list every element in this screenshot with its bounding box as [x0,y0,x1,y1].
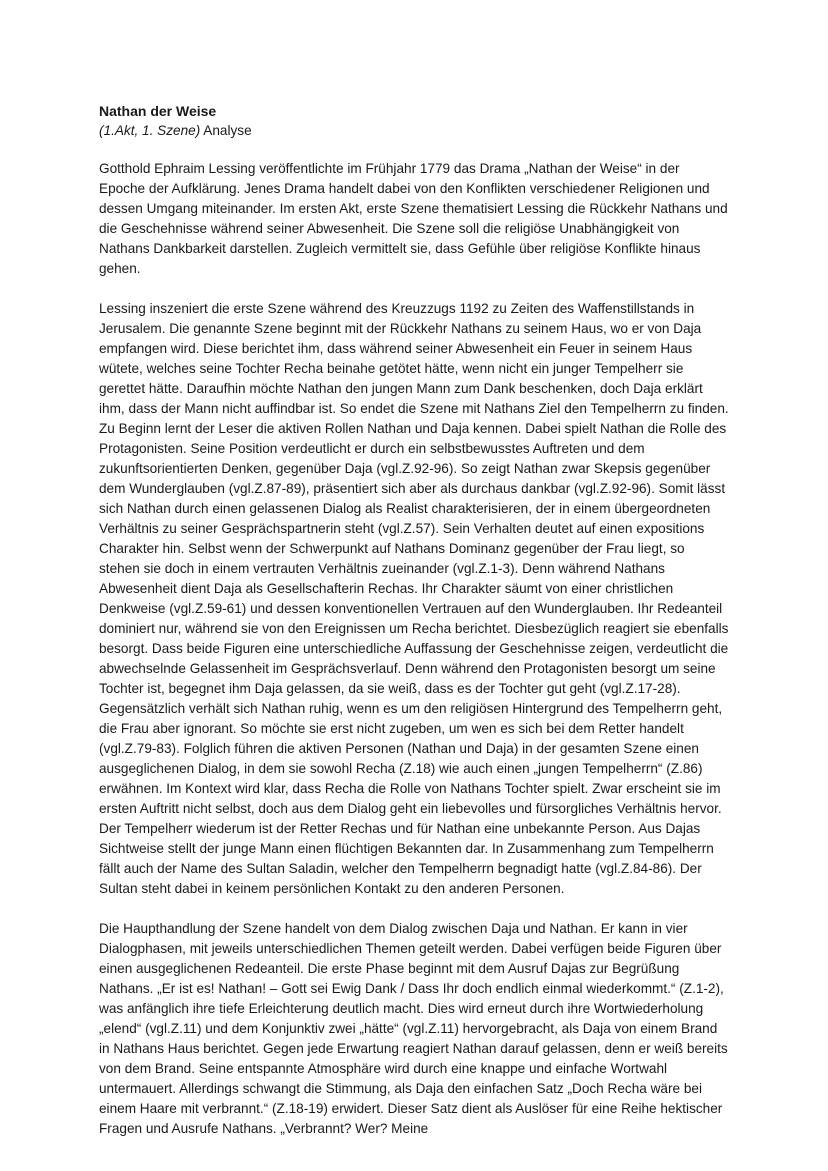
document-subtitle [99,121,729,141]
document-page [99,101,729,1159]
paragraph-introduction: Gotthold Ephraim Lessing veröffentlichte im Frühjahr 1779 das Drama „Nathan der Weise“ in der Epoche der Aufklärung. Jenes Drama handelt dabei von den Konflikten verschiedener Religionen und dessen Umgang miteinander. Im ersten Akt, erste Szene thematisiert Lessing die Rückkehr Nathans und die Geschehnisse während seiner Abwesenheit. Die Szene soll die religiöse Unabhängigkeit von Nathans Dankbarkeit darstellen. Zugleich vermittelt sie, dass Gefühle über religiöse Konflikte hinaus gehen. [99,161,728,276]
document-title: Nathan der Weise [99,103,217,119]
paragraph-characters: Lessing inszeniert die erste Szene während des Kreuzzugs 1192 zu Zeiten des Waffenstillstands in Jerusalem. Die genannte Szene beginnt mit der Rückkehr Nathans zu seinem Haus, wo er von Daja empfangen wird. Diese berichtet ihm, dass während seiner Abwesenheit ein Feuer in seinem Haus wütete, welches seine Tochter Recha beinahe getötet hätte, wenn nicht ein junger Tempelherr sie gerettet hätte. Daraufhin möchte Nathan den jungen Mann zum Dank beschenken, doch Daja erklärt ihm, dass der Mann nicht auffindbar ist. So endet die Szene mit Nathans Ziel den Tempelherrn zu finden. Zu Beginn lernt der Leser die aktiven Rollen Nathan und Daja kennen. Dabei spielt Nathan die Rolle des Protagonisten. Seine Position verdeutlicht er durch ein selbstbewusstes Auftreten und dem zukunftsorientierten Denken, gegenüber Daja (vgl.Z.92-96). So zeigt Nathan zwar Skepsis gegenüber dem Wunderglauben (vgl.Z.87-89), präsentiert sich aber als durchaus dankbar (vgl.Z.92-96). Somit lässt sich Nathan durch einen gelassenen Dialog als Realist charakterisieren, der in einem übergeordneten Verhältnis zu seiner Gesprächspartnerin steht (vgl.Z.57). Sein Verhalten deutet auf einen expositions Charakter hin. Selbst wenn der Schwerpunkt auf Nathans Dominanz gegenüber der Frau liegt, so stehen sie doch in einem vertrauten Verhältnis zueinander (vgl.Z.1-3). Denn während Nathans Abwesenheit dient Daja als Gesellschafterin Rechas. Ihr Charakter säumt von einer christlichen Denkweise (vgl.Z.59-61) und dessen konventionellen Vertrauen auf den Wunderglauben. Ihr Redeanteil dominiert nur, während sie von den Ereignissen um Recha berichtet. Diesbezüglich reagiert sie ebenfalls besorgt. Dass beide Figuren eine unterschiedliche Auffassung der Geschehnisse zeigen, verdeutlicht die abwechselnde Gelassenheit im Gesprächsverlauf. Denn während den Protagonisten besorgt um seine Tochter ist, begegnet ihm Daja gelassen, da sie weiß, dass es der Tochter gut geht (vgl.Z.17-28). Gegensätzlich verhält sich Nathan ruhig, wenn es um den religiösen Hintergrund des Tempelherrn geht, die Frau aber ignorant. So möchte sie erst nicht zugeben, um wen es sich bei dem Retter handelt (vgl.Z.79-83). Folglich führen die aktiven Personen (Nathan und Daja) in der gesamten Szene einen ausgeglichenen Dialog, in dem sie sowohl Recha (Z.18) wie auch einen „jungen Tempelherrn“ (Z.86) erwähnen. Im Kontext wird klar, dass Recha die Rolle von Nathans Tochter spielt. Zwar erscheint sie im ersten Auftritt nicht selbst, doch aus dem Dialog geht ein liebevolles und fürsorgliches Verhältnis hervor. Der Tempelherr wiederum ist der Retter Rechas und für Nathan eine unbekannte Person. Aus Dajas Sichtweise stellt der junge Mann einen flüchtigen Bekannten dar. In Zusammenhang zum Tempelherrn fällt auch der Name des Sultan Saladin, welcher den Tempelherrn begnadigt hatte (vgl.Z.84-86). Der Sultan steht dabei in keinem persönlichen Kontakt zu den anderen Personen. [99,301,729,896]
subtitle-scene-reference: (1.Akt, 1. Szene) [99,123,201,138]
subtitle-label: Analyse [200,123,252,138]
paragraph-dialogue-analysis: Die Haupthandlung der Szene handelt von dem Dialog zwischen Daja und Nathan. Er kann in vier Dialogphasen, mit jeweils unterschiedlichen Themen geteilt werden. Dabei verfügen beide Figuren über einen ausgeglichenen Redeanteil. Die erste Phase beginnt mit dem Ausruf Dajas zur Begrüßung Nathans. „Er ist es! Nathan! – Gott sei Ewig Dank / Dass Ihr doch endlich einmal wiederkommt.“ (Z.1-2), was anfänglich ihre tiefe Erleichterung deutlich macht. Dies wird erneut durch ihre Wortwiederholung „elend“ (vgl.Z.11) und dem Konjunktiv zwei „hätte“ (vgl.Z.11) hervorgebracht, als Daja von einem Brand in Nathans Haus berichtet. Gegen jede Erwartung reagiert Nathan darauf gelassen, denn er weiß bereits von dem Brand. Seine entspannte Atmosphäre wird durch eine knappe und einfache Wortwahl untermauert. Allerdings schwangt die Stimmung, als Daja den einfachen Satz „Doch Recha wäre bei einem Haare mit verbrannt.“ (Z.18-19) erwidert. Dieser Satz dient als Auslöser für eine Reihe hektischer Fragen und Ausrufe Nathans. „Verbrannt? Wer? Meine [99,921,728,1136]
